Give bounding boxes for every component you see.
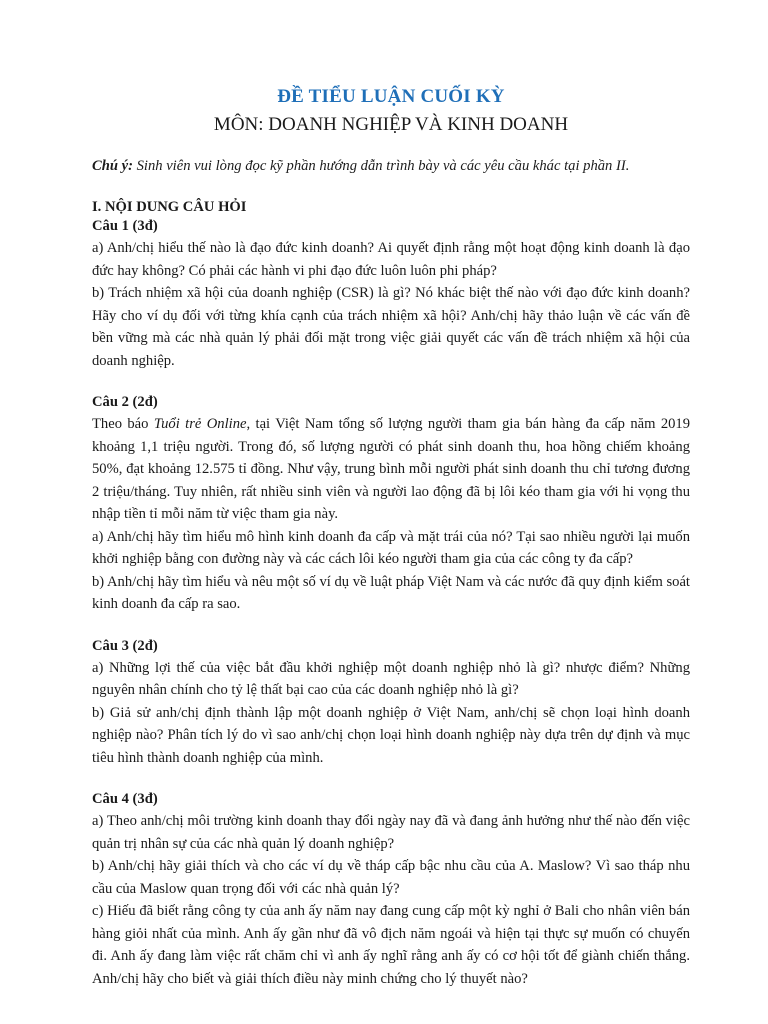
document-subtitle: MÔN: DOANH NGHIỆP VÀ KINH DOANH bbox=[213, 114, 569, 135]
note-text: Sinh viên vui lòng đọc kỹ phần hướng dẫn trình bày và các yêu cầu khác tại phần II. bbox=[132, 158, 630, 174]
question-2-intro-pre: Theo báo bbox=[92, 416, 154, 432]
question-3-part-a: a) Những lợi thế của việc bắt đầu khởi nghiệp một doanh nghiệp nhỏ là gì? nhược điểm? Những nguyên nhân chính cho tỷ lệ thất bại cao của các doanh nghiệp nhỏ là gì? bbox=[92, 659, 690, 698]
question-2-part-a: a) Anh/chị hãy tìm hiểu mô hình kinh doanh đa cấp và mặt trái của nó? Tại sao nhiều người lại muốn khởi nghiệp bằng con đường này và các cách lôi kéo người tham gia của các công ty đa cấp? bbox=[92, 528, 690, 567]
note-label: Chú ý: bbox=[92, 158, 133, 174]
question-3-part-b: b) Giả sử anh/chị định thành lập một doanh nghiệp ở Việt Nam, anh/chị sẽ chọn loại hình doanh nghiệp nào? Phân tích lý do vì sao anh/chị chọn loại hình doanh nghiệp này dựa trên dự định và mục tiêu hình thành doanh nghiệp của mình. bbox=[92, 704, 690, 766]
question-2-intro bbox=[92, 413, 690, 526]
question-3-title: Câu 3 (2đ) bbox=[92, 637, 158, 654]
question-1-title: Câu 1 (3đ) bbox=[92, 218, 158, 234]
question-2-source: Tuổi trẻ Online bbox=[153, 416, 247, 432]
document-title: ĐỀ TIỂU LUẬN CUỐI KỲ bbox=[277, 86, 505, 107]
question-1-part-b: b) Trách nhiệm xã hội của doanh nghiệp (CSR) là gì? Nó khác biệt thế nào với đạo đức kinh doanh? Hãy cho ví dụ đối với từng khía cạnh của trách nhiệm xã hội? Anh/chị hãy thảo luận về các vấn đề bền vững mà các nhà quản lý phải đối mặt trong việc giải quyết các vấn đề trách nhiệm xã hội của doanh nghiệp. bbox=[92, 285, 690, 369]
note bbox=[92, 158, 690, 175]
question-2-intro-post: , tại Việt Nam tổng số lượng người tham gia bán hàng đa cấp năm 2019 khoảng 1,1 triệu người. Trong đó, số lượng người có phát sinh doanh thu, hoa hồng chiếm khoảng 50%, đạt khoảng 12.575 tỉ đồng. Như vậy, trung bình mỗi người phát sinh doanh thu chỉ tương đương 2 triệu/tháng. Tuy nhiên, rất nhiều sinh viên và người lao động đã bị lôi kéo tham gia với hi vọng thu nhập tiền tỉ mỗi năm từ việc tham gia này. bbox=[92, 416, 691, 522]
question-4-title: Câu 4 (3đ) bbox=[92, 791, 158, 807]
question-2-title: Câu 2 (2đ) bbox=[92, 394, 158, 410]
question-4-part-b: b) Anh/chị hãy giải thích và cho các ví dụ về tháp cấp bậc nhu cầu của A. Maslow? Vì sao tháp nhu cầu của Maslow quan trọng đối với các nhà quản lý? bbox=[92, 858, 690, 897]
question-4-part-c: c) Hiếu đã biết rằng công ty của anh ấy năm nay đang cung cấp một kỳ nghỉ ở Bali cho nhân viên bán hàng giỏi nhất của mình. Anh ấy gần như đã vô địch năm ngoái và hiện tại thực sự muốn có chuyến đi. Anh ấy đang làm việc rất chăm chỉ vì anh ấy nghĩ rằng anh ấy có cơ hội tốt để giành chiến thắng. Anh/chị hãy cho biết và giải thích điều này minh chứng cho lý thuyết nào? bbox=[92, 903, 690, 987]
section-heading: I. NỘI DUNG CÂU HỎI bbox=[92, 199, 247, 215]
question-4-part-a: a) Theo anh/chị môi trường kinh doanh thay đổi ngày nay đã và đang ảnh hưởng như thế nào đến việc quản trị nhân sự của các nhà quản lý doanh nghiệp? bbox=[92, 813, 690, 852]
question-1-part-a: a) Anh/chị hiểu thế nào là đạo đức kinh doanh? Ai quyết định rằng một hoạt động kinh doanh là đạo đức hay không? Có phải các hành vi phi đạo đức luôn luôn phi pháp? bbox=[92, 240, 690, 279]
question-2-part-b: b) Anh/chị hãy tìm hiểu và nêu một số ví dụ về luật pháp Việt Nam và các nước đã quy định kiểm soát kinh doanh đa cấp ra sao. bbox=[92, 573, 690, 612]
